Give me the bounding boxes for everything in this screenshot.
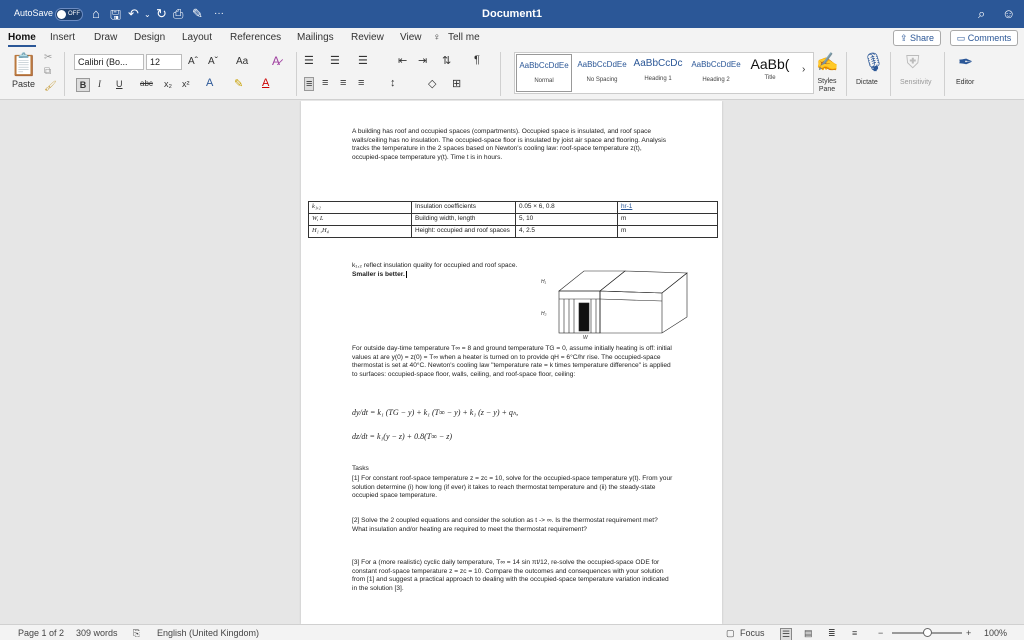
subscript-button[interactable]: x₂ (164, 79, 172, 89)
chevron-right-icon[interactable]: › (802, 64, 806, 75)
status-bar (0, 624, 1024, 640)
table-cell[interactable]: H₁ ,H₄ (309, 226, 412, 238)
table-cell[interactable]: 0.05 × 6, 0.8 (516, 202, 618, 214)
styles-pane-icon[interactable]: ✍ (816, 52, 839, 72)
word-count[interactable]: 309 words (76, 628, 118, 638)
note-paragraph[interactable] (352, 262, 522, 279)
tab-home[interactable]: Home (8, 32, 36, 43)
tasks-heading[interactable]: Tasks (352, 465, 369, 472)
paste-icon[interactable]: 📋 (10, 52, 38, 77)
print-icon[interactable]: ⎙ (173, 6, 184, 21)
style-name: No Spacing (586, 77, 618, 83)
divider (944, 52, 945, 96)
draft-icon[interactable]: ≡ (852, 628, 858, 638)
proofing-icon[interactable]: ⎘ (133, 628, 141, 638)
bullets-icon[interactable]: ☰ (304, 55, 314, 67)
focus-icon[interactable]: ▢ (726, 628, 735, 638)
zoom-slider-handle[interactable] (923, 628, 932, 637)
align-right-icon[interactable]: ≡ (340, 77, 347, 89)
undo-dropdown-icon[interactable]: ⌄ (144, 10, 151, 19)
clear-formatting-icon[interactable]: A̷ (272, 54, 281, 68)
align-center-icon[interactable]: ≡ (322, 77, 329, 89)
font-color-icon[interactable]: A (262, 77, 270, 89)
tab-design[interactable]: Design (134, 32, 166, 43)
redo-icon[interactable]: ↻ (156, 6, 167, 21)
editor-icon[interactable]: ✒ (958, 52, 974, 72)
line-spacing-icon[interactable]: ↕ (390, 77, 396, 89)
tab-review[interactable]: Review (351, 32, 384, 43)
print-layout-icon[interactable]: ☰ (782, 629, 791, 639)
search-icon[interactable]: ⌕ (978, 6, 986, 21)
format-painter-icon[interactable]: 🖌 (44, 81, 57, 92)
tab-references[interactable]: References (230, 32, 282, 43)
divider (500, 52, 501, 96)
autosave-state: OFF (68, 11, 80, 17)
toggle-knob (57, 10, 66, 19)
undo-icon[interactable]: ↶ (128, 6, 139, 21)
save-icon[interactable]: 🖫 (110, 7, 122, 22)
style-name: Title (764, 75, 776, 81)
lightbulb-icon: ♀ (433, 32, 441, 43)
note-text: k₁,₂ reflect insulation quality for occupied and roof space. (352, 262, 518, 269)
show-formatting-icon[interactable]: ¶ (474, 54, 480, 66)
ribbon (0, 48, 1024, 100)
more-commands-icon[interactable]: ··· (214, 8, 224, 19)
page-count[interactable]: Page 1 of 2 (18, 628, 65, 638)
equation-1[interactable]: dy/dt = k₁ (TG − y) + k₁ (T∞ − y) + k₁ (z − y) + qₕ, (352, 408, 519, 417)
shrink-font-button[interactable]: Aˇ (208, 56, 218, 67)
tab-tell-me[interactable]: Tell me (448, 32, 480, 43)
style-sample: AaBbCcDdEe (691, 60, 741, 69)
table-cell[interactable]: Insulation coefficients (412, 202, 516, 214)
table-cell[interactable]: Building width, length (412, 214, 516, 226)
tab-layout[interactable]: Layout (182, 32, 213, 43)
comments-label: Comments (967, 33, 1012, 43)
change-case-button[interactable]: Aa (236, 56, 249, 67)
justify-icon[interactable]: ≡ (358, 77, 365, 89)
table-cell[interactable]: m (618, 226, 718, 238)
share-button[interactable] (893, 30, 941, 46)
style-heading-1[interactable] (630, 54, 686, 92)
multilevel-list-icon[interactable]: ☰ (358, 55, 368, 67)
autosave-toggle[interactable] (55, 8, 83, 21)
document-page[interactable] (301, 101, 722, 624)
home-icon[interactable]: ⌂ (92, 6, 100, 21)
style-name: Heading 2 (702, 77, 730, 83)
diagram-label-w: W (583, 335, 588, 341)
text-effects-icon[interactable]: A (206, 77, 214, 89)
share-icon: ⇪ (899, 33, 910, 43)
task-3[interactable]: [3] For a (more realistic) cyclic daily temperature, T∞ = 14 sin πt/12, re-solve the occupied-space ODE for constant roof-space temperature z = zc = 10. Compare the outcomes and consequences with your solution from [1] and suggest a practical approach to dealing with the occupied-space temperature variation indicated in the solution [3]. (352, 559, 669, 592)
tab-draw[interactable]: Draw (94, 32, 118, 43)
building-diagram (537, 261, 697, 341)
text-cursor (406, 271, 407, 278)
title-bar (0, 0, 1024, 28)
table-cell[interactable]: 4, 2.5 (516, 226, 618, 238)
align-left-icon[interactable]: ≡ (306, 78, 313, 90)
table-cell[interactable]: W, L (309, 214, 412, 226)
note-bold-text: Smaller is better. (352, 270, 405, 278)
font-size-combo[interactable]: 12 (146, 54, 182, 70)
dictate-label[interactable]: Dictate (856, 79, 878, 86)
bold-button[interactable]: B (76, 78, 90, 92)
style-sample: AaBbCcDdEe (577, 60, 627, 69)
ribbon-tabs (0, 28, 1024, 48)
properties-table (308, 201, 718, 238)
autosave-label: AutoSave (14, 8, 54, 18)
copy-icon[interactable]: ⧉ (44, 66, 52, 77)
table-cell[interactable]: 5, 10 (516, 214, 618, 226)
tab-view[interactable]: View (400, 32, 422, 43)
editor-label[interactable]: Editor (956, 79, 975, 86)
diagram-label-h2: H₂ (541, 311, 547, 317)
style-heading-2[interactable] (688, 54, 744, 92)
strikethrough-button[interactable]: abc (140, 79, 153, 88)
task-1[interactable]: [1] For constant roof-space temperature z = zc = 10, solve for the occupied-space temperature y(t). From your solution determine (i) how long (if ever) it takes to reach thermostat temperature and (ii) the steady-state occupied space temperature. (352, 475, 673, 500)
increase-indent-icon[interactable]: ⇥ (418, 55, 428, 67)
style-name: Heading 1 (644, 76, 672, 82)
divider (890, 52, 891, 96)
conditions-paragraph[interactable]: For outside day-time temperature T∞ = 8 and ground temperature TG = 0, assume initially heating is off: initial values at are y(0) = z(0) = T∞ when a heater is turned on to provide qH = 6°C/hr rise. The occupied-space thermostat is set at 40°C. Newton's cooling law "temperature rate = k times temperature difference" is applied to surfaces: occupied-space floor, walls, ceiling, and roof-space floor, ceiling: (352, 345, 672, 378)
shading-icon[interactable]: ◇ (428, 78, 437, 90)
highlight-icon[interactable]: ✎ (234, 78, 244, 90)
customize-icon[interactable]: ✎ (192, 6, 203, 21)
equation-2[interactable]: dz/dt = k₁(y − z) + 0.8(T∞ − z) (352, 432, 453, 441)
styles-pane-label[interactable]: Styles Pane (817, 78, 837, 93)
style-sample: AaBbCcDdEe (519, 61, 569, 70)
task-2[interactable]: [2] Solve the 2 coupled equations and consider the solution as t -> ∞. Is the thermostat requirement met? What insulation and/or heating are required to meet the thermostat requirement? (352, 517, 658, 533)
tab-mailings[interactable]: Mailings (297, 32, 334, 43)
italic-button[interactable]: I (98, 79, 101, 89)
style-title[interactable] (744, 54, 796, 92)
zoom-in-icon[interactable]: + (966, 628, 972, 638)
focus-label[interactable]: Focus (740, 628, 765, 638)
cut-icon[interactable]: ✂ (44, 52, 53, 63)
tab-insert[interactable]: Insert (50, 32, 76, 43)
sensitivity-icon: ⛨ (906, 52, 920, 72)
table-cell[interactable]: hr-1 (618, 202, 718, 214)
diagram-label-h1: H₁ (541, 279, 547, 285)
outline-icon[interactable]: ≣ (828, 628, 836, 638)
zoom-out-icon[interactable]: − (878, 628, 884, 638)
style-no-spacing[interactable] (574, 54, 630, 92)
style-sample: AaBbCcDc (633, 58, 683, 69)
share-label: Share (910, 33, 935, 43)
comment-icon: ▭ (956, 33, 968, 43)
style-name: Normal (534, 78, 554, 84)
table-row (309, 226, 718, 238)
grow-font-button[interactable]: Aˆ (188, 56, 198, 67)
sort-icon[interactable]: ⇅ (442, 55, 452, 67)
style-normal[interactable] (516, 54, 572, 92)
microphone-icon[interactable]: 🎙 (862, 52, 885, 72)
decrease-indent-icon[interactable]: ⇤ (398, 55, 408, 67)
account-icon[interactable]: ☺ (1002, 6, 1016, 21)
superscript-button[interactable]: x² (182, 79, 190, 89)
zoom-level[interactable]: 100% (984, 628, 1008, 638)
language[interactable]: English (United Kingdom) (157, 628, 260, 638)
borders-icon[interactable]: ⊞ (452, 78, 462, 90)
table-cell[interactable]: Height: occupied and roof spaces (412, 226, 516, 238)
document-title: Document1 (482, 8, 542, 20)
table-row (309, 202, 718, 214)
building-drawing (559, 271, 687, 333)
sensitivity-label: Sensitivity (900, 79, 932, 86)
table-cell[interactable]: m (618, 214, 718, 226)
style-sample: AaBb( (750, 56, 790, 72)
underline-button[interactable]: U (116, 79, 123, 89)
divider (64, 52, 65, 96)
numbering-icon[interactable]: ☰ (330, 55, 340, 67)
table-cell[interactable]: k₁,₂ (309, 202, 412, 214)
web-layout-icon[interactable]: ▤ (804, 628, 813, 638)
divider (296, 52, 297, 96)
paste-label[interactable]: Paste (12, 79, 36, 89)
font-name-combo[interactable]: Calibri (Bo... (74, 54, 144, 70)
intro-paragraph[interactable]: A building has roof and occupied spaces (compartments). Occupied space is insulated, and roof space walls/ceiling has no insulation. The occupied-space floor is insulated by joist air space and flooring. Analysis tracks the temperature in the 2 spaces based on Newton's cooling law: roof-space temperature z(t), occupied-space temperature y(t). Time t is in hours. (352, 128, 666, 161)
document-area (0, 101, 1024, 624)
divider (846, 52, 847, 96)
table-row (309, 214, 718, 226)
comments-button[interactable] (950, 30, 1018, 46)
